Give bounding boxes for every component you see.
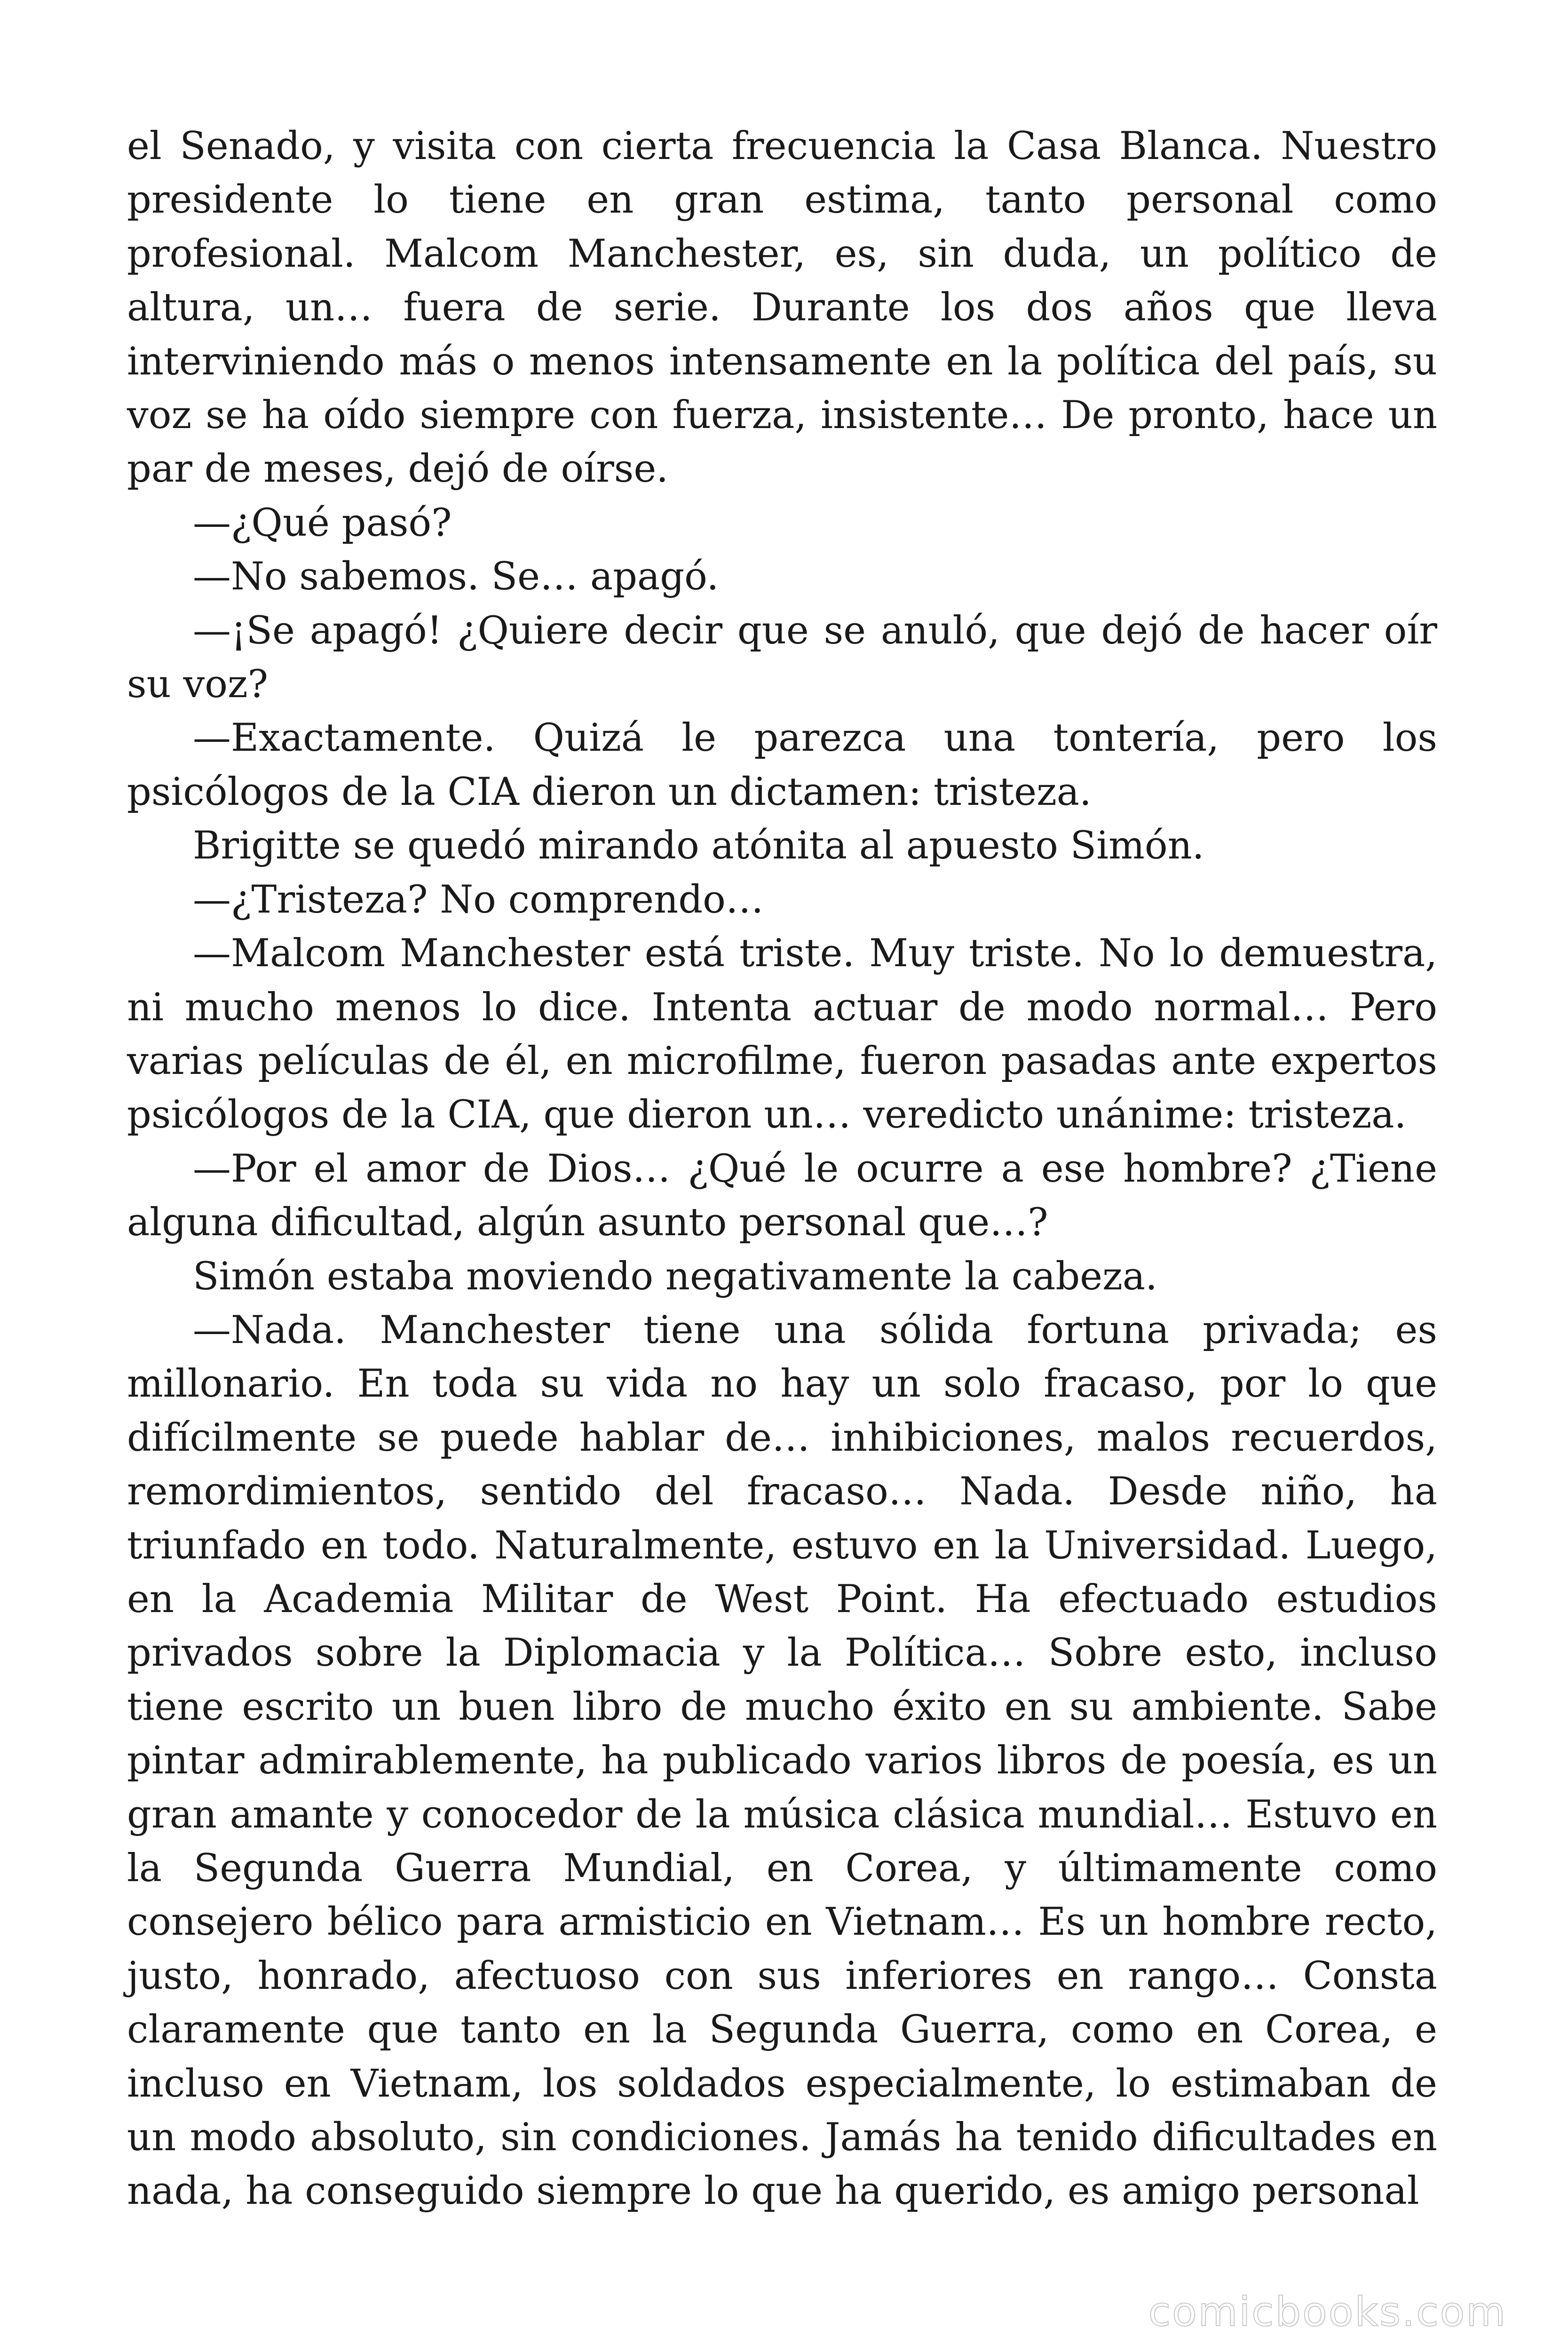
paragraph-dialogue: —¡Se apagó! ¿Quiere decir que se anuló, que dejó de hacer oír su voz? <box>127 608 1437 707</box>
paragraph-dialogue: —Malcom Manchester está triste. Muy triste. No lo demuestra, ni mucho menos lo dice. Intenta actuar de modo normal… Pero varias películas de él, en microfilme, fueron pasadas ante expertos psicólogos de la CIA, que dieron un… veredicto unánime: tristeza. <box>127 931 1437 1137</box>
paragraph-dialogue: —¿Qué pasó? <box>193 501 452 545</box>
page-body-text <box>127 119 1437 2218</box>
paragraph-dialogue: —Por el amor de Dios… ¿Qué le ocurre a ese hombre? ¿Tiene alguna dificultad, algún asunto personal que…? <box>127 1146 1437 1245</box>
paragraph-dialogue: —Nada. Manchester tiene una sólida fortuna privada; es millonario. En toda su vida no hay un solo fracaso, por lo que difícilmente se puede hablar de… inhibiciones, malos recuerdos, remordimientos, sentido del fracaso… Nada. Desde niño, ha triunfado en todo. Naturalmente, estuvo en la Universidad. Luego, en la Academia Militar de West Point. Ha efectuado estudios privados sobre la Diplomacia y la Política… Sobre esto, incluso tiene escrito un buen libro de mucho éxito en su ambiente. Sabe pintar admirablemente, ha publicado varios libros de poesía, es un gran amante y conocedor de la música clásica mundial… Estuvo en la Segunda Guerra Mundial, en Corea, y últimamente como consejero bélico para armisticio en Vietnam… Es un hombre recto, justo, honrado, afectuoso con sus inferiores en rango… Consta claramente que tanto en la Segunda Guerra, como en Corea, e incluso en Vietnam, los soldados especialmente, lo estimaban de un modo absoluto, sin condiciones. Jamás ha tenido dificultades en nada, ha conseguido siempre lo que ha querido, es amigo personal <box>127 1308 1437 2214</box>
paragraph-dialogue: —No sabemos. Se… apagó. <box>193 555 719 599</box>
watermark-text: comicbooks.com <box>1148 2288 1507 2336</box>
paragraph-continued: el Senado, y visita con cierta frecuencia la Casa Blanca. Nuestro presidente lo tiene en gran estima, tanto personal como profesional. Malcom Manchester, es, sin duda, un político de altura, un… fuera de serie. Durante los dos años que lleva interviniendo más o menos intensamente en la política del país, su voz se ha oído siempre con fuerza, insistente… De pronto, hace un par de meses, dejó de oírse. <box>127 124 1437 492</box>
paragraph-narration: Simón estaba moviendo negativamente la cabeza. <box>193 1254 1157 1299</box>
paragraph-narration: Brigitte se quedó mirando atónita al apuesto Simón. <box>193 824 1204 868</box>
paragraph-dialogue: —Exactamente. Quizá le parezca una tontería, pero los psicólogos de la CIA dieron un dictamen: tristeza. <box>127 716 1437 814</box>
paragraph-dialogue: —¿Tristeza? No comprendo… <box>193 877 764 922</box>
